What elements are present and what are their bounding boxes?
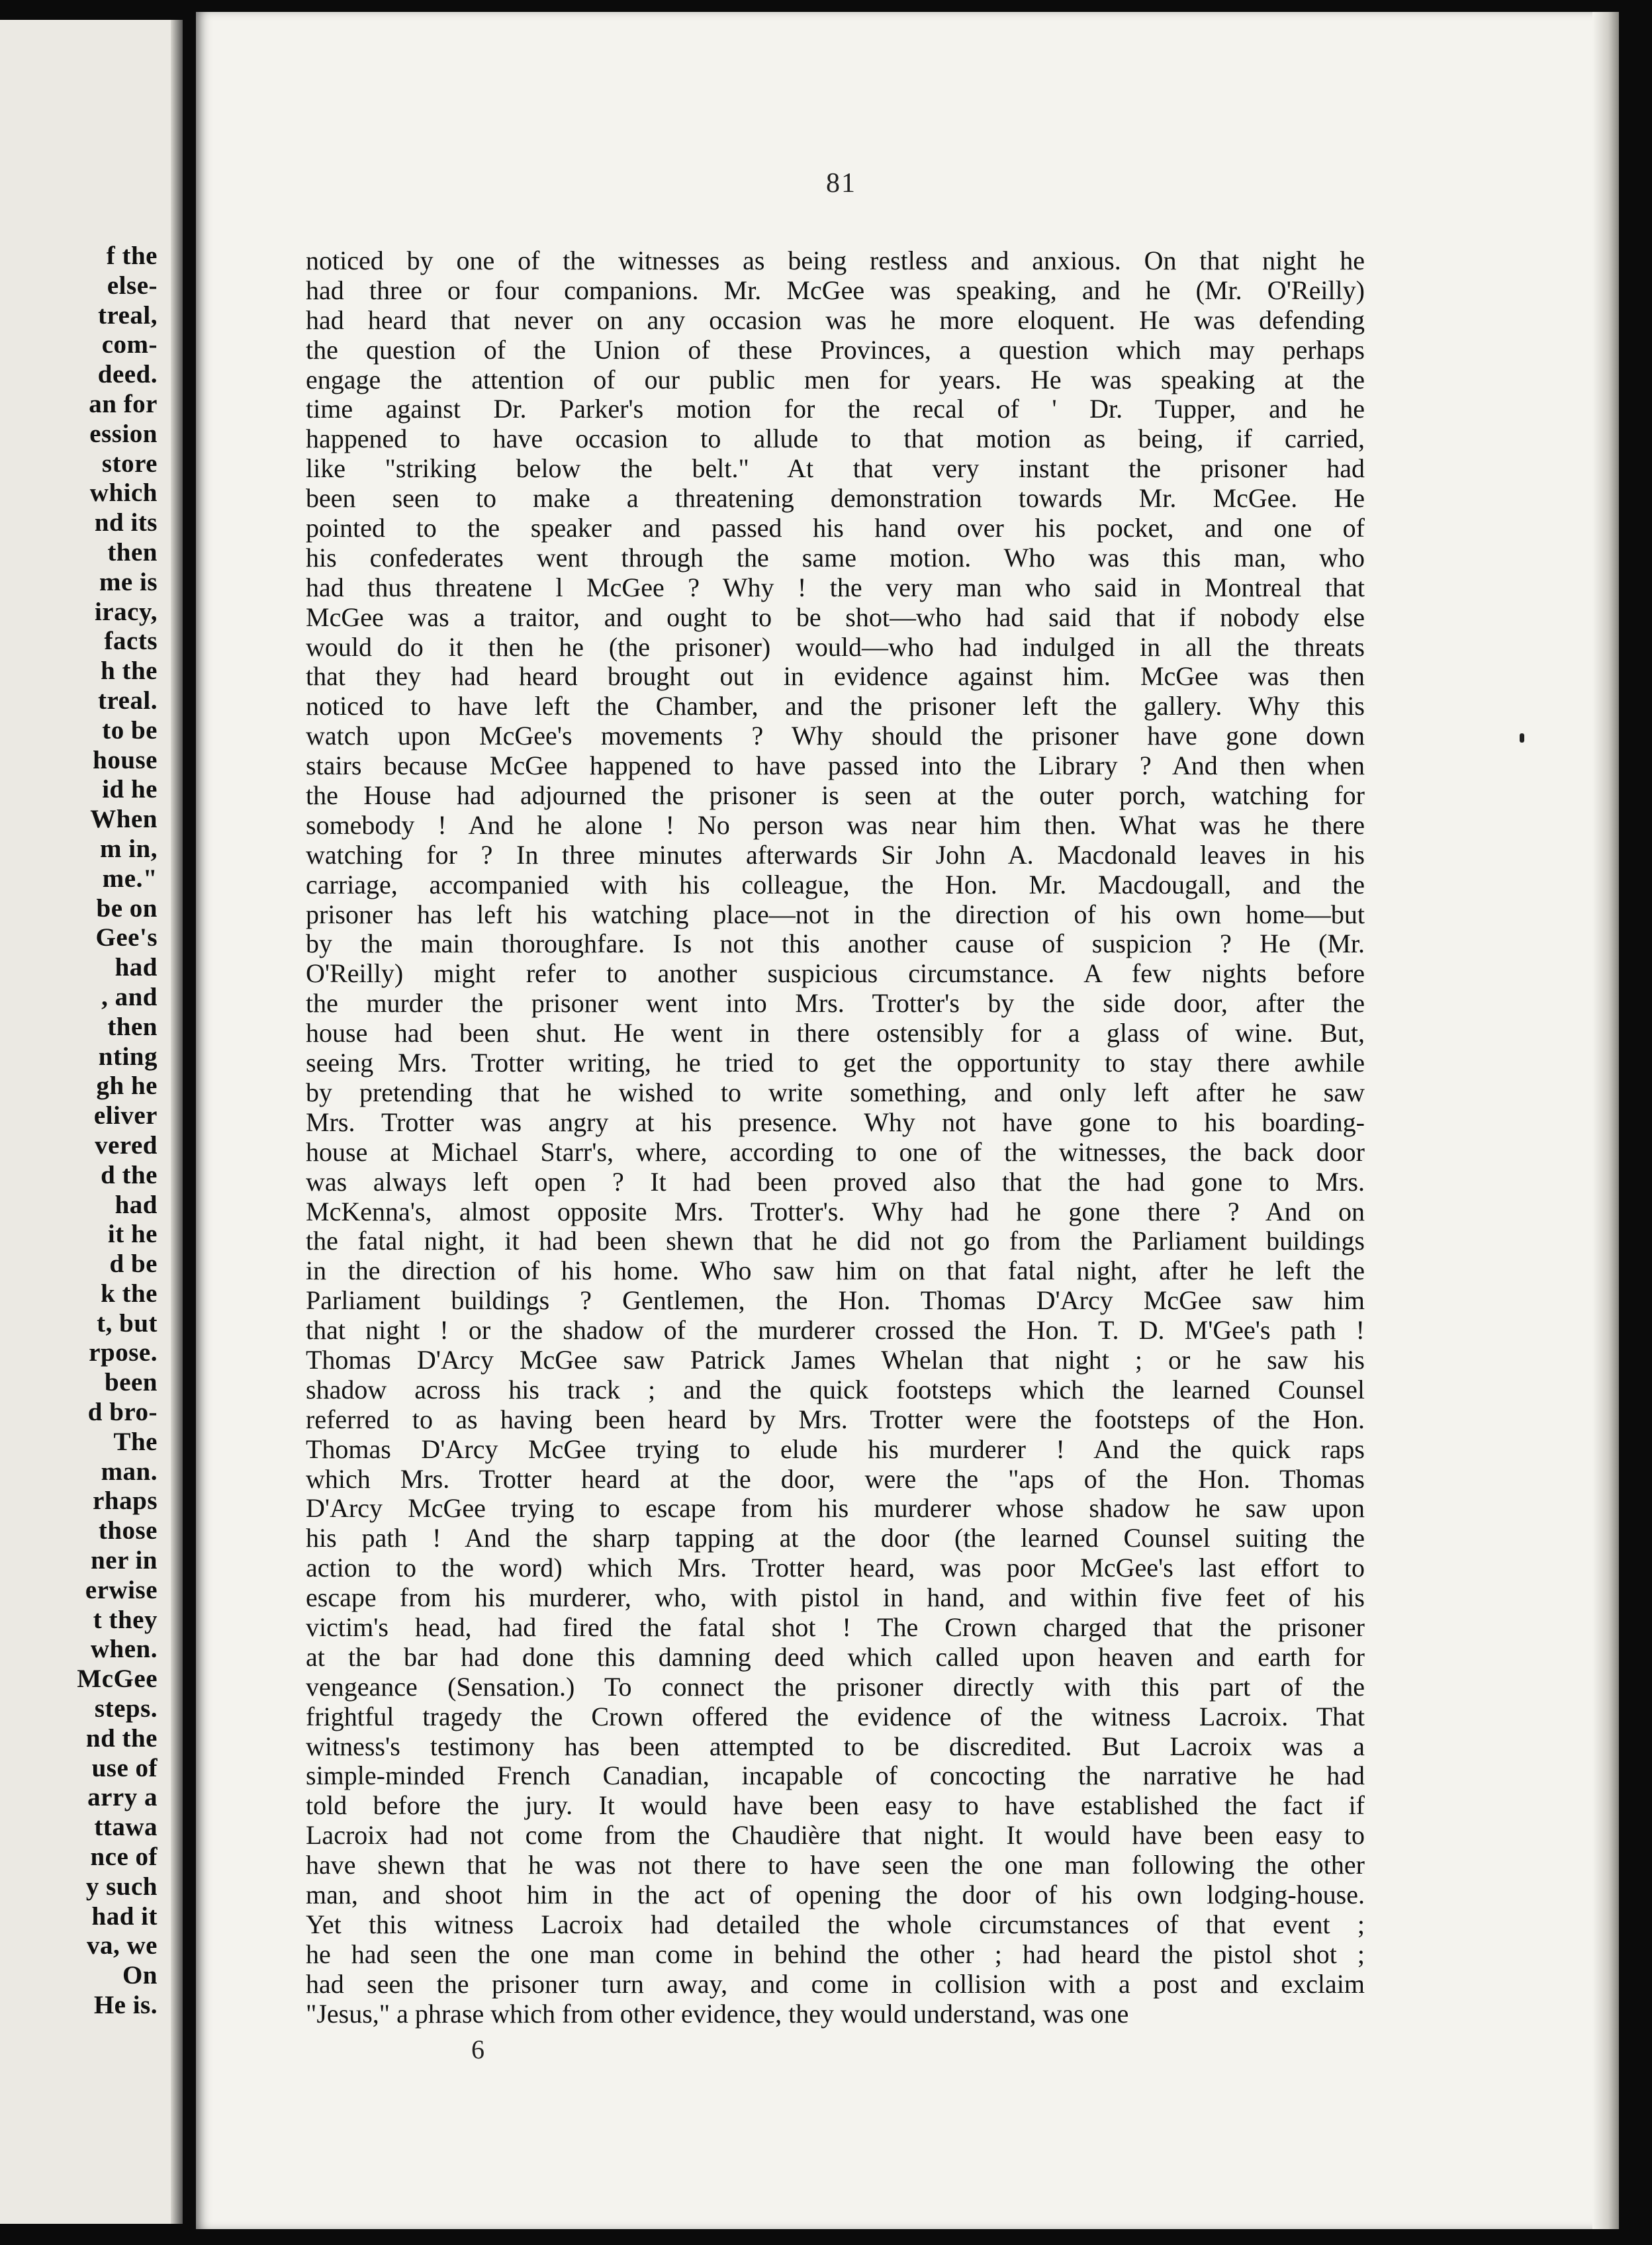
previous-page-line-fragment: man.	[101, 1457, 158, 1486]
body-line: seeing Mrs. Trotter writing, he tried to get the opportunity to stay there awhile	[306, 1048, 1365, 1078]
body-line: prisoner has left his watching place—not in the direction of his own home—but	[306, 899, 1365, 929]
body-line: had three or four companions. Mr. McGee was speaking, and he (Mr. O'Reilly)	[306, 275, 1365, 305]
body-line: stairs because McGee happened to have passed into the Library ? And then when	[306, 751, 1365, 781]
previous-page-line-fragment: then	[107, 1012, 158, 1041]
previous-page-line-fragment: He is.	[93, 1991, 158, 2020]
previous-page-line-fragment: ession	[89, 419, 158, 448]
previous-page-line-fragment: when.	[90, 1635, 158, 1664]
body-line: like "striking below the belt." At that very instant the prisoner had	[306, 453, 1365, 484]
previous-page-line-fragment: to be	[102, 715, 158, 745]
previous-page-line-fragment: The	[113, 1427, 158, 1456]
body-line: told before the jury. It would have been easy to have established the fact if	[306, 1790, 1365, 1821]
page-edge	[1592, 12, 1619, 2229]
previous-page-line-fragment: id he	[102, 775, 158, 804]
body-line: at the bar had done this damning deed which called upon heaven and earth for	[306, 1641, 1365, 1672]
previous-page-line-fragment: else-	[107, 271, 158, 300]
body-line: witness's testimony has been attempted to be discredited. But Lacroix was a	[306, 1731, 1365, 1761]
previous-page-line-fragment: had	[115, 953, 158, 982]
body-line: that night ! or the shadow of the murderer crossed the Hon. T. D. M'Gee's path !	[306, 1315, 1365, 1346]
body-line: Lacroix had not come from the Chaudière that night. It would have been easy to	[306, 1820, 1365, 1851]
previous-page-line-fragment: nd its	[94, 508, 158, 537]
previous-page-line-fragment: k the	[101, 1279, 158, 1308]
body-line: that they had heard brought out in evidence against him. McGee was then	[306, 661, 1365, 692]
previous-page-line-fragment: h the	[101, 657, 158, 686]
previous-page-line-fragment: d the	[101, 1160, 158, 1189]
body-line: by pretending that he wished to write something, and only left after he saw	[306, 1077, 1365, 1107]
body-line: Parliament buildings ? Gentlemen, the Hon. Thomas D'Arcy McGee saw him	[306, 1285, 1365, 1316]
body-line: which Mrs. Trotter heard at the door, were the "aps of the Hon. Thomas	[306, 1463, 1365, 1494]
previous-page-line-fragment: me is	[99, 567, 158, 596]
body-line: man, and shoot him in the act of opening the door of his own lodging-house.	[306, 1879, 1365, 1909]
body-line: somebody ! And he alone ! No person was near him then. What was he there	[306, 809, 1365, 840]
previous-page-line-fragment: eliver	[93, 1101, 158, 1130]
previous-page-line-fragment: t, but	[97, 1308, 158, 1338]
previous-page-line-fragment: house	[93, 745, 158, 774]
body-line: the fatal night, it had been shewn that he did not go from the Parliament buildings	[306, 1226, 1365, 1256]
book-gutter	[171, 20, 183, 2224]
body-line: his confederates went through the same motion. Who was this man, who	[306, 542, 1365, 573]
previous-page-line-fragment: gh he	[96, 1072, 158, 1101]
previous-page-line-fragment: rpose.	[89, 1338, 158, 1367]
body-line: Thomas D'Arcy McGee trying to elude his murderer ! And the quick raps	[306, 1434, 1365, 1464]
body-line: by the main thoroughfare. Is not this another cause of suspicion ? He (Mr.	[306, 929, 1365, 959]
body-line: O'Reilly) might refer to another suspicious circumstance. A few nights before	[306, 958, 1365, 989]
previous-page-line-fragment: deed.	[97, 360, 158, 389]
previous-page-line-fragment: nce of	[90, 1843, 158, 1872]
body-line: action to the word) which Mrs. Trotter heard, was poor McGee's last effort to	[306, 1553, 1365, 1583]
previous-page-line-fragment: com-	[101, 330, 158, 359]
body-line: McKenna's, almost opposite Mrs. Trotter's. Why had he gone there ? And on	[306, 1196, 1365, 1226]
body-line: have shewn that he was not there to have seen the one man following the other	[306, 1850, 1365, 1880]
previous-page-line-fragment: iracy,	[94, 597, 158, 626]
body-line: the question of the Union of these Provinces, a question which may perhaps	[306, 334, 1365, 365]
body-line: had heard that never on any occasion was he more eloquent. He was defending	[306, 304, 1365, 335]
body-line: was always left open ? It had been proved also that the had gone to Mrs.	[306, 1166, 1365, 1197]
body-line: Mrs. Trotter was angry at his presence. Why not have gone to his boarding-	[306, 1107, 1365, 1137]
ink-speck	[1520, 733, 1524, 743]
body-line: noticed to have left the Chamber, and the prisoner left the gallery. Why this	[306, 691, 1365, 721]
previous-page-line-fragment: then	[107, 537, 158, 567]
body-line: would do it then he (the prisoner) would—who had indulged in all the threats	[306, 631, 1365, 662]
body-line: vengeance (Sensation.) To connect the prisoner directly with this part of the	[306, 1671, 1365, 1702]
body-line: shadow across his track ; and the quick footsteps which the learned Counsel	[306, 1374, 1365, 1404]
previous-page-line-fragment: it he	[107, 1220, 158, 1249]
body-line: frightful tragedy the Crown offered the evidence of the witness Lacroix. That	[306, 1701, 1365, 1731]
previous-page-line-fragment: va, we	[87, 1931, 158, 1960]
body-line: happened to have occasion to allude to that motion as being, if carried,	[306, 424, 1365, 454]
previous-page-text-fragments	[77, 242, 158, 2021]
previous-page-line-fragment: When	[90, 805, 158, 834]
previous-page-line-fragment: d bro-	[87, 1398, 158, 1427]
body-line: Yet this witness Lacroix had detailed the whole circumstances of that event ;	[306, 1909, 1365, 1939]
previous-page-line-fragment: me."	[102, 864, 158, 893]
body-line: pointed to the speaker and passed his hand over his pocket, and one of	[306, 513, 1365, 543]
previous-page-line-fragment: McGee	[77, 1665, 158, 1694]
previous-page-line-fragment: m in,	[99, 834, 158, 863]
previous-page-line-fragment: nting	[98, 1042, 158, 1071]
body-line: victim's head, had fired the fatal shot ! The Crown charged that the prisoner	[306, 1612, 1365, 1642]
previous-page-line-fragment: rhaps	[93, 1487, 158, 1516]
body-line: watching for ? In three minutes afterwards Sir John A. Macdonald leaves in his	[306, 839, 1365, 870]
body-line: D'Arcy McGee trying to escape from his murderer whose shadow he saw upon	[306, 1493, 1365, 1524]
body-line: simple-minded French Canadian, incapable of concocting the narrative he had	[306, 1761, 1365, 1791]
previous-page-line-fragment: ttawa	[94, 1813, 158, 1842]
body-line: his path ! And the sharp tapping at the door (the learned Counsel suiting the	[306, 1523, 1365, 1553]
body-line: house at Michael Starr's, where, according to one of the witnesses, the back door	[306, 1136, 1365, 1167]
previous-page-line-fragment: be on	[96, 893, 158, 923]
page-number: 81	[826, 168, 856, 199]
previous-page-line-fragment: t they	[93, 1605, 158, 1634]
previous-page-line-fragment: ner in	[91, 1546, 158, 1575]
body-line: "Jesus," a phrase which from other evidence, they would understand, was one	[306, 1998, 1129, 2029]
previous-page-line-fragment: On	[122, 1961, 158, 1990]
previous-page-line-fragment: erwise	[85, 1575, 158, 1604]
previous-page-line-fragment: use of	[91, 1753, 158, 1782]
previous-page-line-fragment: y such	[85, 1872, 158, 1901]
previous-page-line-fragment: had	[115, 1190, 158, 1219]
previous-page-line-fragment: , and	[101, 982, 158, 1011]
previous-page-line-fragment: an for	[89, 389, 158, 418]
previous-page-line-fragment: facts	[104, 627, 158, 656]
previous-page-line-fragment: vered	[95, 1130, 158, 1160]
document-page	[196, 12, 1619, 2229]
body-line: the murder the prisoner went into Mrs. Trotter's by the side door, after the	[306, 988, 1365, 1019]
body-text	[306, 246, 1365, 2029]
previous-page-line-fragment: arry a	[87, 1783, 158, 1812]
body-line: the House had adjourned the prisoner is seen at the outer porch, watching for	[306, 780, 1365, 811]
previous-page-line-fragment: treal.	[98, 686, 158, 715]
body-line: engage the attention of our public men for years. He was speaking at the	[306, 364, 1365, 394]
previous-page-line-fragment: store	[101, 449, 158, 478]
body-line: Thomas D'Arcy McGee saw Patrick James Whelan that night ; or he saw his	[306, 1344, 1365, 1375]
previous-page-strip	[0, 20, 183, 2224]
previous-page-line-fragment: d be	[109, 1250, 158, 1279]
body-line: time against Dr. Parker's motion for the recal of ' Dr. Tupper, and he	[306, 394, 1365, 424]
body-line: he had seen the one man come in behind the other ; had heard the pistol shot ;	[306, 1939, 1365, 1969]
body-line: had thus threatene l McGee ? Why ! the very man who said in Montreal that	[306, 572, 1365, 602]
body-line: escape from his murderer, who, with pistol in hand, and within five feet of his	[306, 1582, 1365, 1613]
signature-mark: 6	[471, 2035, 484, 2064]
body-line: been seen to make a threatening demonstration towards Mr. McGee. He	[306, 483, 1365, 514]
body-line: noticed by one of the witnesses as being restless and anxious. On that night he	[306, 246, 1365, 275]
previous-page-line-fragment: those	[98, 1516, 158, 1545]
previous-page-line-fragment: nd the	[85, 1723, 158, 1753]
previous-page-line-fragment: been	[105, 1368, 158, 1397]
body-line: house had been shut. He went in there ostensibly for a glass of wine. But,	[306, 1018, 1365, 1048]
body-line: watch upon McGee's movements ? Why should the prisoner have gone down	[306, 721, 1365, 751]
body-line: McGee was a traitor, and ought to be shot—who had said that if nobody else	[306, 602, 1365, 632]
previous-page-line-fragment: steps.	[94, 1694, 158, 1723]
previous-page-line-fragment: f the	[106, 242, 158, 270]
body-line: referred to as having been heard by Mrs. Trotter were the footsteps of the Hon.	[306, 1404, 1365, 1434]
previous-page-line-fragment: treal,	[98, 300, 158, 330]
previous-page-line-fragment: which	[89, 479, 158, 508]
body-line: in the direction of his home. Who saw him on that fatal night, after he left the	[306, 1256, 1365, 1286]
previous-page-line-fragment: Gee's	[95, 923, 158, 952]
previous-page-line-fragment: had it	[91, 1901, 158, 1931]
body-line: carriage, accompanied with his colleague, the Hon. Mr. Macdougall, and the	[306, 869, 1365, 899]
body-line: had seen the prisoner turn away, and come in collision with a post and exclaim	[306, 1968, 1365, 1999]
